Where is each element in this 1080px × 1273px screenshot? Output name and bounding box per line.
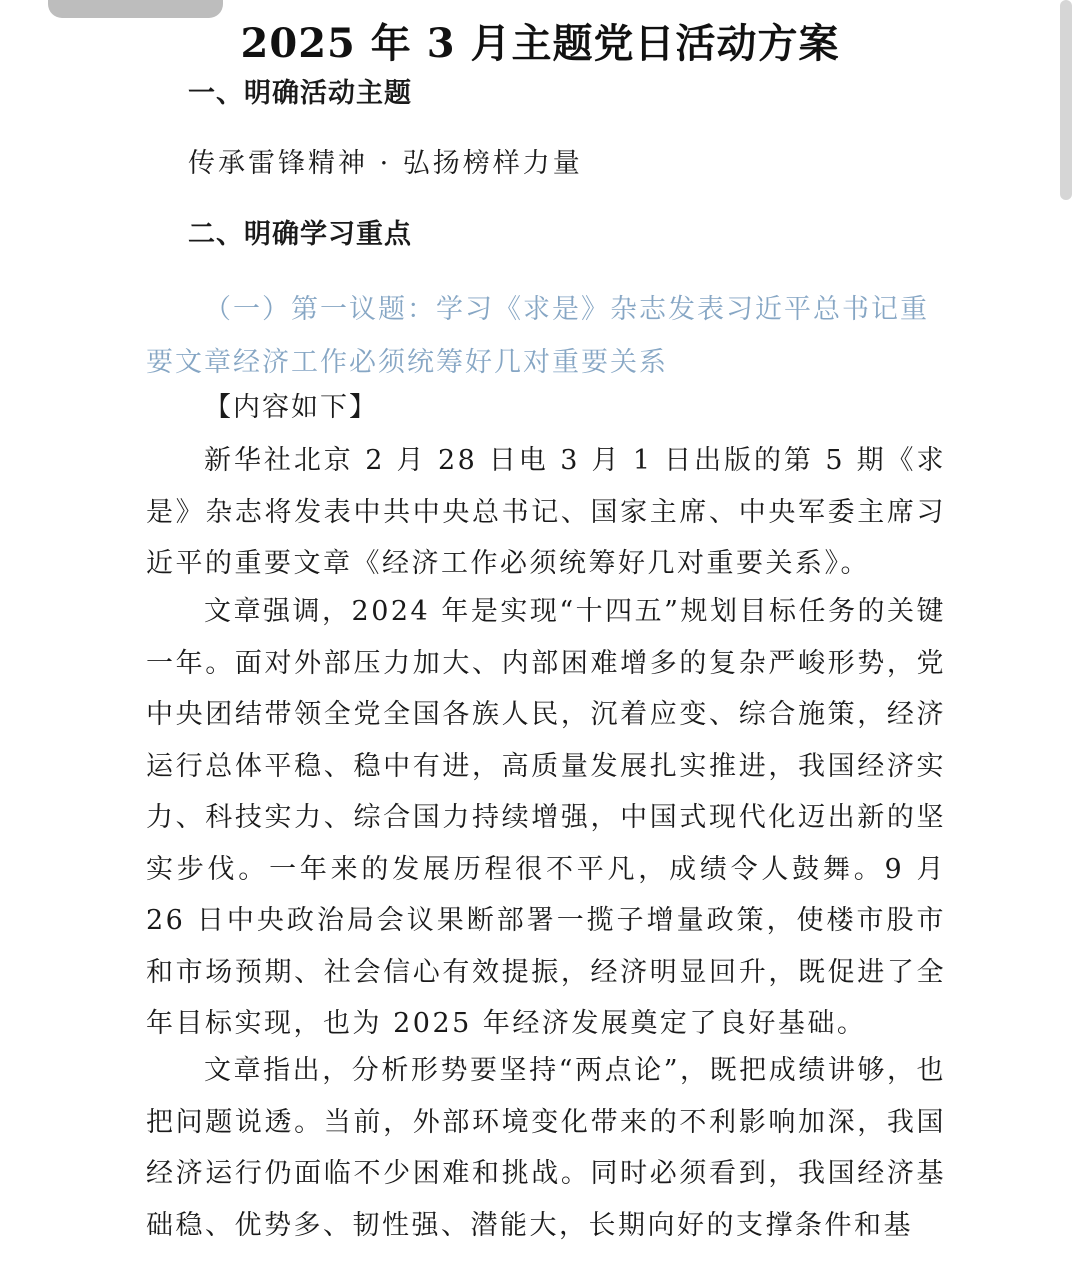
activity-theme: 传承雷锋精神 · 弘扬榜样力量 (188, 148, 583, 179)
paragraph-3: 文章指出，分析形势要坚持“两点论”，既把成绩讲够，也把问题说透。当前，外部环境变化带来的不利影响加深，我国经济运行仍面临不少困难和挑战。同时必须看到，我国经济基础稳、优势多、韧性强、潜能大，长期向好的支撑条件和基 (146, 1055, 946, 1241)
section-1-heading: 一、明确活动主题 (188, 78, 412, 109)
agenda-item-1: （一）第一议题：学习《求是》杂志发表习近平总书记重要文章经济工作必须统筹好几对重要关系 (146, 294, 929, 378)
paragraph-2: 文章强调，2024 年是实现“十四五”规划目标任务的关键一年。面对外部压力加大、内部困难增多的复杂严峻形势，党中央团结带领全党全国各族人民，沉着应变、综合施策，经济运行总体平稳、稳中有进，高质量发展扎实推进，我国经济实力、科技实力、综合国力持续增强，中国式现代化迈出新的坚实步伐。一年来的发展历程很不平凡，成绩令人鼓舞。9 月 26 日中央政治局会议果断部署一揽子增量政策，使楼市股市和市场预期、社会信心有效提振，经济明显回升，既促进了全年目标实现，也为 2025 年经济发展奠定了良好基础。 (146, 596, 946, 1039)
content-label: 【内容如下】 (204, 392, 378, 423)
section-2-heading: 二、明确学习重点 (188, 219, 412, 250)
paragraph-1: 新华社北京 2 月 28 日电 3 月 1 日出版的第 5 期《求是》杂志将发表中共中央总书记、国家主席、中央军委主席习近平的重要文章《经济工作必须统筹好几对重要关系》。 (146, 445, 946, 579)
document-title: 2025 年 3 月主题党日活动方案 (240, 20, 840, 67)
